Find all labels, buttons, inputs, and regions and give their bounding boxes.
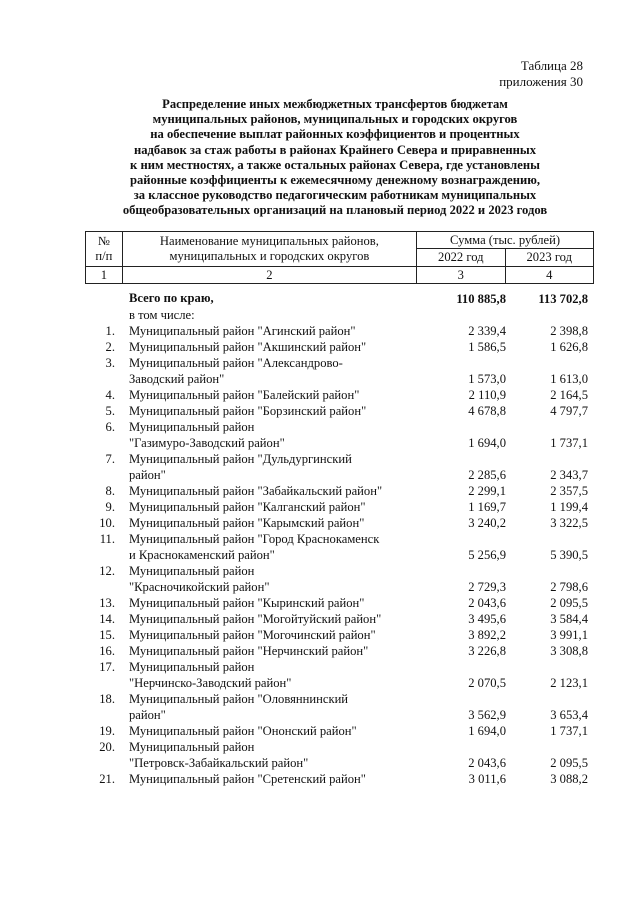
table-row (85, 563, 594, 595)
row-name (129, 691, 416, 723)
row-number: 10. (99, 516, 115, 530)
row-value-2023: 2 798,6 (550, 580, 588, 594)
row-value-2023: 3 322,5 (550, 516, 588, 530)
row-value-2023: 2 164,5 (550, 388, 588, 402)
table-row (85, 691, 594, 723)
row-name-line: Муниципальный район "Город Краснокаменск (129, 532, 380, 546)
header-number: № п/п (86, 232, 123, 267)
row-value-2022: 2 070,5 (468, 676, 506, 690)
row-number: 11. (99, 532, 115, 546)
row-name (129, 627, 416, 643)
row-name-line: Заводский район" (129, 372, 225, 386)
row-name-line: Муниципальный район (129, 564, 255, 578)
row-number: 17. (99, 660, 115, 674)
row-number: 4. (105, 388, 115, 402)
row-value-2023: 2 398,8 (550, 324, 588, 338)
row-value-2023: 3 991,1 (550, 628, 588, 642)
title-line: на обеспечение выплат районных коэффициентов и процентных (150, 127, 520, 142)
table-row (85, 451, 594, 483)
row-number: 15. (99, 628, 115, 642)
table-caption (499, 58, 583, 90)
total-2022: 110 885,8 (456, 292, 506, 306)
row-name (129, 531, 416, 563)
row-name-line: Муниципальный район (129, 660, 255, 674)
row-name (129, 739, 416, 771)
table-row (85, 483, 594, 499)
table-row (85, 723, 594, 739)
row-number: 16. (99, 644, 115, 658)
row-value-2022: 5 256,9 (468, 548, 506, 562)
row-name (129, 595, 416, 611)
title-line: муниципальных районов, муниципальных и городских округов (152, 112, 518, 127)
caption-table-number: Таблица 28 (520, 58, 583, 73)
row-name-line: Муниципальный район "Оловяннинский (129, 692, 349, 706)
row-name (129, 563, 416, 595)
row-value-2022: 1 169,7 (468, 500, 506, 514)
table-row (85, 531, 594, 563)
row-value-2023: 3 584,4 (550, 612, 588, 626)
row-name-line: Муниципальный район "Карымский район" (129, 516, 365, 530)
row-value-2022: 2 299,1 (468, 484, 506, 498)
table-row (85, 611, 594, 627)
row-name (129, 611, 416, 627)
row-value-2022: 1 586,5 (468, 340, 506, 354)
row-value-2023: 1 613,0 (550, 372, 588, 386)
row-name (129, 323, 416, 339)
row-name (129, 515, 416, 531)
row-name-line: Муниципальный район (129, 740, 255, 754)
row-name (129, 643, 416, 659)
row-value-2022: 2 339,4 (468, 324, 506, 338)
row-value-2023: 2 095,5 (550, 596, 588, 610)
header-sum: Сумма (тыс. рублей) (417, 232, 594, 249)
row-number: 13. (99, 596, 115, 610)
row-value-2023: 1 737,1 (550, 436, 588, 450)
row-value-2023: 2 095,5 (550, 756, 588, 770)
row-number: 1. (105, 324, 115, 338)
title-line: за классное руководство педагогическим работникам муниципальных (133, 188, 537, 203)
row-value-2022: 3 240,2 (468, 516, 506, 530)
row-name-line: Муниципальный район "Ононский район" (129, 724, 357, 738)
row-value-2023: 2 357,5 (550, 484, 588, 498)
row-value-2023: 4 797,7 (550, 404, 588, 418)
row-name-line: Муниципальный район "Балейский район" (129, 388, 360, 402)
including-row (85, 307, 594, 323)
row-name-line: Муниципальный район "Кыринский район" (129, 596, 365, 610)
title-line: надбавок за стаж работы в районах Крайнего Севера и приравненных (133, 142, 537, 157)
row-name-line: "Петровск-Забайкальский район" (129, 756, 309, 770)
row-number: 3. (105, 356, 115, 370)
row-name-line: Муниципальный район "Борзинский район" (129, 404, 367, 418)
row-name-line: район" (129, 468, 166, 482)
caption-appendix: приложения 30 (499, 74, 583, 89)
row-value-2022: 2 043,6 (468, 596, 506, 610)
row-number: 8. (105, 484, 115, 498)
row-number: 21. (99, 772, 115, 786)
row-number: 9. (105, 500, 115, 514)
row-name-line: Муниципальный район "Александрово- (129, 356, 343, 370)
row-name (129, 451, 416, 483)
row-value-2022: 3 011,6 (468, 772, 506, 786)
row-value-2023: 1 626,8 (550, 340, 588, 354)
row-value-2022: 2 043,6 (468, 756, 506, 770)
header-col-4: 4 (505, 267, 593, 284)
row-name (129, 499, 416, 515)
row-name-line: Муниципальный район "Могойтуйский район" (129, 612, 382, 626)
table-row (85, 659, 594, 691)
header-year-2023: 2023 год (505, 249, 593, 267)
row-name-line: Муниципальный район "Калганский район" (129, 500, 366, 514)
row-name-line: Муниципальный район "Могочинский район" (129, 628, 376, 642)
row-number: 14. (99, 612, 115, 626)
table-row (85, 515, 594, 531)
table-row (85, 771, 594, 787)
header-name: Наименование муниципальных районов, муниципальных и городских округов (122, 232, 416, 267)
table-body (85, 290, 594, 787)
row-name-line: и Краснокаменский район" (129, 548, 275, 562)
row-value-2023: 3 088,2 (550, 772, 588, 786)
table-row (85, 419, 594, 451)
table-row (85, 323, 594, 339)
row-name-line: Муниципальный район (129, 420, 255, 434)
row-name-line: Муниципальный район "Агинский район" (129, 324, 356, 338)
row-name-line: Муниципальный район "Дульдургинский (129, 452, 352, 466)
row-value-2022: 2 110,9 (468, 388, 506, 402)
row-value-2023: 1 199,4 (550, 500, 588, 514)
table-row (85, 739, 594, 771)
row-name-line: "Красночикойский район" (129, 580, 270, 594)
title-line: Распределение иных межбюджетных трансфертов бюджетам (162, 97, 508, 111)
row-value-2023: 3 308,8 (550, 644, 588, 658)
table-row (85, 499, 594, 515)
row-name (129, 387, 416, 403)
title-line: районные коэффициенты к ежемесячному денежному вознаграждению, (129, 173, 541, 188)
row-value-2022: 3 562,9 (468, 708, 506, 722)
row-value-2022: 3 226,8 (468, 644, 506, 658)
row-value-2022: 1 694,0 (468, 436, 506, 450)
total-row (85, 290, 594, 307)
total-2023: 113 702,8 (538, 292, 588, 306)
row-value-2022: 3 892,2 (468, 628, 506, 642)
table-row (85, 595, 594, 611)
row-value-2022: 1 573,0 (468, 372, 506, 386)
document-title (90, 97, 580, 219)
table-header (85, 231, 594, 284)
including-label: в том числе: (129, 308, 195, 322)
row-number: 12. (99, 564, 115, 578)
row-name (129, 339, 416, 355)
table-row (85, 355, 594, 387)
row-number: 6. (105, 420, 115, 434)
total-label: Всего по краю, (129, 291, 214, 305)
header-col-2: 2 (122, 267, 416, 284)
row-name (129, 723, 416, 739)
header-col-3: 3 (417, 267, 505, 284)
title-line: общеобразовательных организаций на плановый период 2022 и 2023 годов (122, 203, 548, 218)
row-name-line: Муниципальный район "Сретенский район" (129, 772, 366, 786)
table-row (85, 339, 594, 355)
row-value-2023: 2 123,1 (550, 676, 588, 690)
row-name-line: Муниципальный район "Акшинский район" (129, 340, 367, 354)
row-name-line: район" (129, 708, 166, 722)
row-value-2022: 4 678,8 (468, 404, 506, 418)
row-value-2023: 3 653,4 (550, 708, 588, 722)
table-row (85, 403, 594, 419)
row-value-2022: 2 729,3 (468, 580, 506, 594)
row-number: 2. (105, 340, 115, 354)
row-value-2023: 1 737,1 (550, 724, 588, 738)
row-value-2023: 5 390,5 (550, 548, 588, 562)
row-name (129, 419, 416, 451)
row-name-line: Муниципальный район "Нерчинский район" (129, 644, 369, 658)
row-name-line: Муниципальный район "Забайкальский район" (129, 484, 383, 498)
row-value-2022: 2 285,6 (468, 468, 506, 482)
row-value-2023: 2 343,7 (550, 468, 588, 482)
row-value-2022: 3 495,6 (468, 612, 506, 626)
table-row (85, 387, 594, 403)
header-year-2022: 2022 год (417, 249, 505, 267)
row-name (129, 483, 416, 499)
table-row (85, 643, 594, 659)
row-number: 5. (105, 404, 115, 418)
row-name-line: "Газимуро-Заводский район" (129, 436, 285, 450)
row-name (129, 771, 416, 787)
title-line: к ним местностях, а также остальных районах Севера, где установлены (130, 157, 540, 172)
row-name-line: "Нерчинско-Заводский район" (129, 676, 292, 690)
row-number: 20. (99, 740, 115, 754)
header-col-1: 1 (86, 267, 123, 284)
row-value-2022: 1 694,0 (468, 724, 506, 738)
row-number: 19. (99, 724, 115, 738)
row-name (129, 659, 416, 691)
row-number: 7. (105, 452, 115, 466)
row-name (129, 403, 416, 419)
table-row (85, 627, 594, 643)
row-name (129, 355, 416, 387)
row-number: 18. (99, 692, 115, 706)
